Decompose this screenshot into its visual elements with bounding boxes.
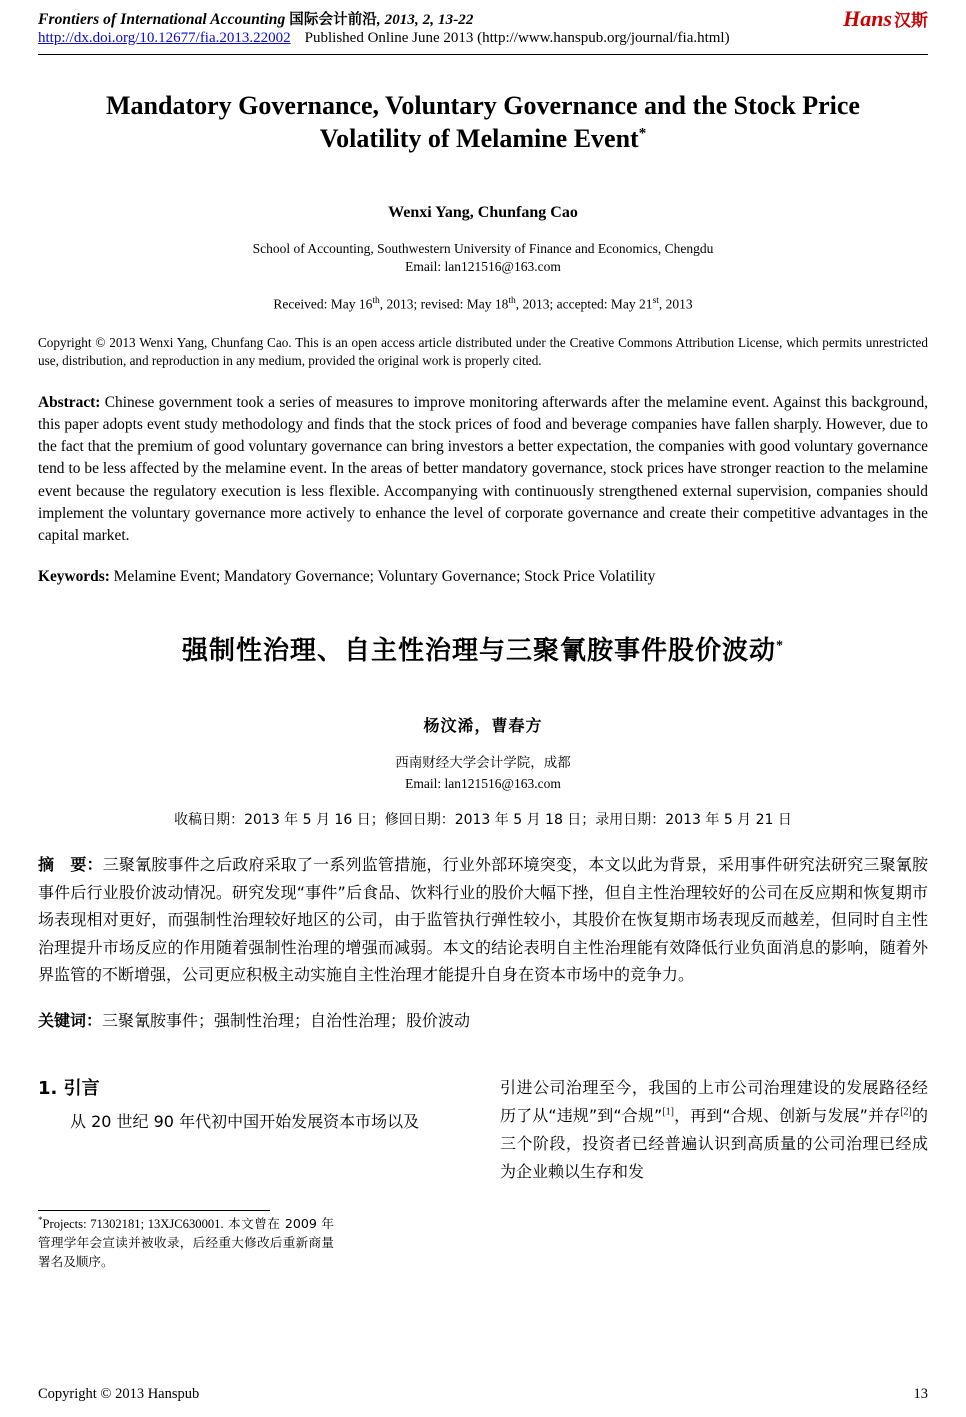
authors-en: Wenxi Yang, Chunfang Cao <box>388 203 578 221</box>
footnote-block <box>38 1210 334 1272</box>
abstract-cn-text: 三聚氰胺事件之后政府采取了一系列监管措施，行业外部环境突变，本文以此为背景，采用事件研究法研究三聚氰胺事件后行业股价波动情况。研究发现“事件”后食品、饮料行业的股价大幅下挫，但自主性治理较好的公司在反应期和恢复期市场表现相对更好，而强制性治理较好地区的公司，由于监管执行弹性较小，其股价在恢复期市场表现反而越差，但同时自主性治理提升市场反应的作用随着强制性治理的增强而减弱。本文的结论表明自主性治理能有效降低行业负面消息的影响，随着外界监管的不断增强，公司更应积极主动实施自主性治理才能提升自身在资本市场中的竞争力。 <box>38 855 928 985</box>
published-online: Published Online June 2013 (http://www.hanspub.org/journal/fia.html) <box>304 30 730 46</box>
abstract-label: Abstract: <box>38 393 101 411</box>
journal-title-line <box>38 8 928 29</box>
footnote-projects: Projects: 71302181; 13XJC630001. <box>42 1217 224 1232</box>
column-left <box>38 1074 466 1270</box>
title-cn-text: 强制性治理、自主性治理与三聚氰胺事件股价波动 <box>181 636 776 667</box>
section-1-paragraph-left: 从 20 世纪 90 年代初中国开始发展资本市场以及 <box>70 1112 420 1132</box>
keywords-cn-label: 关键词： <box>38 1010 103 1030</box>
footnote-marker: * <box>38 1215 43 1226</box>
masthead <box>38 8 928 52</box>
logo-hans-text: Hans <box>843 6 892 31</box>
footnote-note-cn: 本文曾在 2009 年管理学年会宣读并被收录，后经重大修改后重新商量署名及顺序。 <box>38 1216 334 1270</box>
section-heading-1: 1. 引言 <box>38 1078 100 1100</box>
affiliation-en-text: School of Accounting, Southwestern University of Finance and Economics, Chengdu <box>252 240 714 256</box>
footnote-divider <box>38 1210 270 1211</box>
footer-copyright: Copyright © 2013 Hanspub <box>38 1386 200 1402</box>
dates-sup-3: st <box>652 295 659 306</box>
journal-title-cn: 国际会计前沿 <box>289 12 377 28</box>
dates-mid-1: , 2013; revised: May 18 <box>379 296 509 312</box>
citation-ref-2: [2] <box>900 1106 912 1118</box>
keywords-label: Keywords: <box>38 568 110 586</box>
body-columns <box>38 1074 928 1270</box>
dates-en <box>38 296 928 313</box>
right-text-2: ，再到“合规、创新与发展”并存 <box>673 1106 901 1126</box>
copyright-note: Copyright © 2013 Wenxi Yang, Chunfang Cao. This is an open access article distributed under the Creative Commons Attribution License, which permits unrestricted use, distribution, and reproduction in any medium, provided the original work is properly cited. <box>38 335 928 369</box>
dates-cn: 收稿日期：2013 年 5 月 16 日；修回日期：2013 年 5 月 18 日；录用日期：2013 年 5 月 21 日 <box>174 812 792 829</box>
dates-suffix: , 2013 <box>658 296 693 312</box>
email-cn: Email: lan121516@163.com <box>405 775 561 791</box>
abstract-cn-label: 摘 要： <box>38 855 103 875</box>
header-divider <box>38 54 928 55</box>
footer-page-number: 13 <box>913 1386 928 1402</box>
dates-received: Received: May 16 <box>273 296 373 312</box>
page-title-cn <box>38 630 928 667</box>
journal-title-en: Frontiers of International Accounting <box>38 11 286 28</box>
keywords-cn <box>38 1007 928 1034</box>
title-footnote-marker: * <box>638 125 647 142</box>
affiliation-cn <box>38 754 928 793</box>
abstract-text: Chinese government took a series of measures to improve monitoring afterwards after the melamine event. Against this background, this paper adopts event study methodology and finds that the stock prices of food and beverage companies have fallen sharply. However, due to the fact that the premium of good voluntary governance can bring investors a better expectation, the companies with good voluntary governance tend to be less affected by the melamine event. In the areas of better mandatory governance, stock prices have stronger reaction to the melamine event because the regulatory execution is less flexible. Accompanying with continuously strengthened external supervision, companies should implement the voluntary governance more actively to enhance the level of corporate governance and create their competitive advantages in the capital market. <box>38 393 928 544</box>
journal-volume: , 2013, 2, 13-22 <box>376 12 474 28</box>
logo-hans-cn-text: 汉斯 <box>894 11 928 31</box>
title-cn-footnote-marker: * <box>776 638 784 654</box>
dates-sup-1: th <box>372 295 380 306</box>
email-en: Email: lan121516@163.com <box>405 258 561 274</box>
abstract-cn <box>38 851 928 989</box>
footnote-text <box>38 1214 334 1272</box>
citation-ref-1: [1] <box>662 1106 674 1118</box>
page-title <box>90 89 876 156</box>
keywords-text: Melamine Event; Mandatory Governance; Voluntary Governance; Stock Price Volatility <box>109 568 656 586</box>
authors-cn: 杨汶浠，曹春方 <box>423 716 543 736</box>
abstract-en <box>38 392 928 547</box>
dates-sup-2: th <box>508 295 516 306</box>
column-right <box>500 1074 928 1186</box>
keywords-en <box>38 566 928 588</box>
right-text-3: 的三个阶段，投资者已经普遍认识到高质量的公司治理已经成为企业赖以生存和发 <box>500 1106 928 1182</box>
dates-mid-2: , 2013; accepted: May 21 <box>515 296 653 312</box>
affiliation-cn-text: 西南财经大学会计学院，成都 <box>395 755 571 772</box>
title-en-text: Mandatory Governance, Voluntary Governance and the Stock Price Volatility of Melamine Event <box>106 91 860 154</box>
affiliation-en <box>38 240 928 276</box>
page-footer <box>38 1386 928 1403</box>
doi-line <box>38 30 928 47</box>
keywords-cn-text: 三聚氰胺事件；强制性治理；自治性治理；股价波动 <box>102 1010 471 1030</box>
publisher-logo <box>843 6 928 32</box>
right-text-1: 引进公司治理至今，我国的上市公司治理建设的发展路径经历了从“违规”到“合规” <box>500 1078 928 1126</box>
doi-link[interactable]: http://dx.doi.org/10.12677/fia.2013.22002 <box>38 30 291 46</box>
section-1-paragraph-right <box>500 1074 928 1186</box>
